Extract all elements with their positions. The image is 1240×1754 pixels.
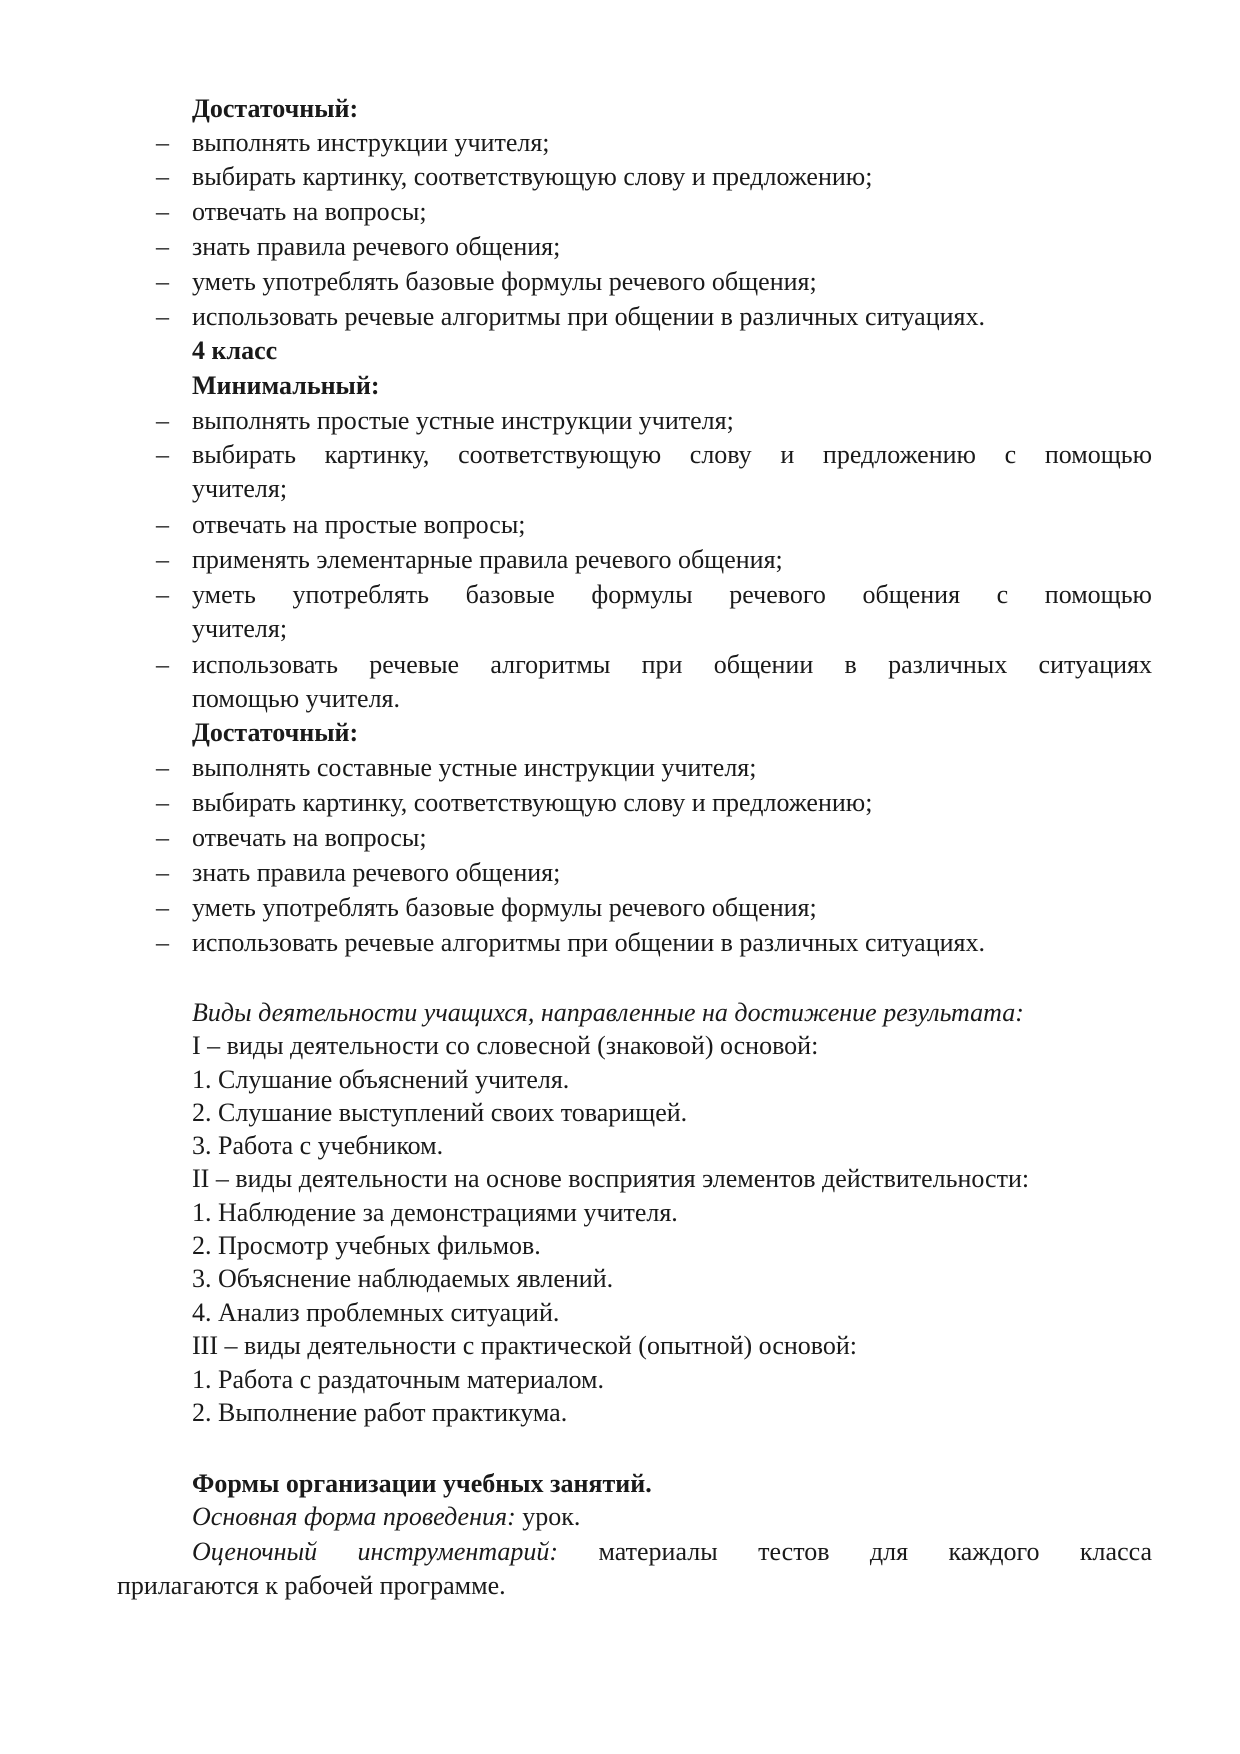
list-item: использовать речевые алгоритмы при общении в различных ситуациях. [192, 302, 985, 331]
activity-item: 2. Просмотр учебных фильмов. [192, 1231, 541, 1260]
list-item: выполнять инструкции учителя; [192, 128, 550, 157]
list-dash: – [156, 128, 169, 157]
list-item: использовать речевые алгоритмы при общении в различных ситуациях [192, 650, 1152, 679]
main-form-line [192, 1500, 580, 1534]
list-item: уметь употреблять базовые формулы речевого общения; [192, 893, 817, 922]
activity-item: 1. Слушание объяснений учителя. [192, 1065, 570, 1094]
list-dash: – [156, 893, 169, 922]
list-item: уметь употреблять базовые формулы речевого общения с помощью [192, 580, 1152, 609]
list-item-continuation: помощью учителя. [192, 684, 400, 713]
list-item: выбирать картинку, соответствующую слову и предложению с помощью [192, 440, 1152, 469]
list-dash: – [156, 753, 169, 782]
activity-group-title: II – виды деятельности на основе восприятия элементов действительности: [192, 1164, 1030, 1193]
list-dash: – [156, 510, 169, 539]
grade-title: 4 класс [192, 336, 278, 365]
activity-item: 1. Наблюдение за демонстрациями учителя. [192, 1198, 678, 1227]
assessment-label: Оценочный инструментарий: [192, 1537, 559, 1566]
activities-intro: Виды деятельности учащихся, направленные на достижение результата: [192, 998, 1024, 1027]
list-item: уметь употреблять базовые формулы речевого общения; [192, 267, 817, 296]
list-dash: – [156, 858, 169, 887]
section-heading-minimal: Минимальный: [192, 371, 380, 400]
list-dash: – [156, 928, 169, 957]
assessment-line [192, 1535, 1152, 1569]
activity-group-title: I – виды деятельности со словесной (знаковой) основой: [192, 1031, 819, 1060]
list-item-continuation: учителя; [192, 474, 288, 503]
list-item: выбирать картинку, соответствующую слову и предложению; [192, 162, 873, 191]
section-heading-sufficient: Достаточный: [192, 94, 359, 123]
list-item: выполнять составные устные инструкции учителя; [192, 753, 757, 782]
list-dash: – [156, 162, 169, 191]
list-dash: – [156, 302, 169, 331]
list-item: выполнять простые устные инструкции учителя; [192, 406, 734, 435]
activity-item: 2. Выполнение работ практикума. [192, 1398, 568, 1427]
list-item: выбирать картинку, соответствующую слову и предложению; [192, 788, 873, 817]
list-dash: – [156, 823, 169, 852]
activity-item: 3. Работа с учебником. [192, 1131, 444, 1160]
activity-group-title: III – виды деятельности с практической (опытной) основой: [192, 1331, 858, 1360]
main-form-value: урок. [515, 1502, 581, 1531]
list-item: знать правила речевого общения; [192, 858, 561, 887]
activity-item: 4. Анализ проблемных ситуаций. [192, 1298, 560, 1327]
list-dash: – [156, 545, 169, 574]
list-item: отвечать на простые вопросы; [192, 510, 526, 539]
list-item: использовать речевые алгоритмы при общении в различных ситуациях. [192, 928, 985, 957]
main-form-label: Основная форма проведения: [192, 1502, 516, 1531]
list-dash: – [156, 406, 169, 435]
list-dash: – [156, 267, 169, 296]
list-item: знать правила речевого общения; [192, 232, 561, 261]
list-item-continuation: учителя; [192, 614, 288, 643]
assessment-continuation: прилагаются к рабочей программе. [117, 1571, 506, 1600]
list-dash: – [156, 580, 169, 609]
activity-item: 2. Слушание выступлений своих товарищей. [192, 1098, 688, 1127]
list-dash: – [156, 650, 169, 679]
forms-heading: Формы организации учебных занятий. [192, 1469, 652, 1498]
assessment-value: материалы тестов для каждого класса [598, 1537, 1153, 1566]
activity-item: 3. Объяснение наблюдаемых явлений. [192, 1264, 614, 1293]
list-dash: – [156, 232, 169, 261]
list-item: применять элементарные правила речевого общения; [192, 545, 783, 574]
list-dash: – [156, 440, 169, 469]
list-dash: – [156, 788, 169, 817]
list-dash: – [156, 197, 169, 226]
list-item: отвечать на вопросы; [192, 197, 427, 226]
activity-item: 1. Работа с раздаточным материалом. [192, 1365, 605, 1394]
section-heading-sufficient: Достаточный: [192, 718, 359, 747]
list-item: отвечать на вопросы; [192, 823, 427, 852]
